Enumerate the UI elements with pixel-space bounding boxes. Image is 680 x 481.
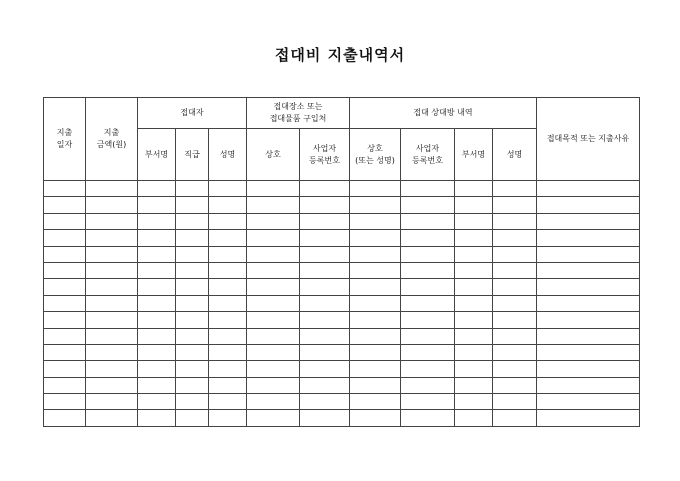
venue-registration-cell — [300, 246, 350, 262]
host-name-cell — [209, 181, 247, 197]
guest-registration-cell — [401, 246, 455, 262]
venue-business-name-cell — [247, 279, 300, 295]
host-name-cell — [209, 328, 247, 344]
header-guest-business-name — [350, 129, 401, 181]
guest-name-cell — [493, 295, 537, 311]
host-name-cell — [209, 312, 247, 328]
guest-name-cell — [493, 230, 537, 246]
purpose-cell — [537, 394, 640, 410]
venue-registration-cell — [300, 410, 350, 426]
guest-name-cell — [493, 246, 537, 262]
venue-business-name-cell — [247, 394, 300, 410]
guest-name-cell — [493, 312, 537, 328]
header-guest-name: 성명 — [493, 129, 537, 181]
guest-registration-cell — [401, 394, 455, 410]
expense-amount-cell — [86, 246, 138, 262]
host-name-cell — [209, 230, 247, 246]
expense-date-cell — [44, 410, 86, 426]
guest-registration-cell — [401, 377, 455, 393]
page-title: 접대비 지출내역서 — [274, 46, 406, 64]
header-venue-group-line-1: 접대장소 또는 — [273, 102, 323, 111]
expense-date-cell — [44, 197, 86, 213]
venue-business-name-cell — [247, 295, 300, 311]
header-guest-business-name-line-2: (또는 성명) — [355, 155, 395, 165]
host-name-cell — [209, 344, 247, 360]
venue-registration-cell — [300, 361, 350, 377]
expense-date-cell — [44, 377, 86, 393]
purpose-cell — [537, 377, 640, 393]
host-department-cell — [138, 394, 176, 410]
venue-registration-cell — [300, 262, 350, 278]
expense-date-cell — [44, 328, 86, 344]
venue-business-name-cell — [247, 361, 300, 377]
expense-amount-cell — [86, 213, 138, 229]
guest-business-name-cell — [350, 344, 401, 360]
expense-date-cell — [44, 181, 86, 197]
host-department-cell — [138, 197, 176, 213]
purpose-cell — [537, 181, 640, 197]
guest-name-cell — [493, 394, 537, 410]
guest-department-cell — [455, 312, 493, 328]
host-position-cell — [176, 213, 209, 229]
host-position-cell — [176, 181, 209, 197]
purpose-cell — [537, 410, 640, 426]
host-department-cell — [138, 279, 176, 295]
guest-department-cell — [455, 295, 493, 311]
guest-department-cell — [455, 246, 493, 262]
venue-registration-cell — [300, 328, 350, 344]
guest-business-name-cell — [350, 262, 401, 278]
guest-business-name-cell — [350, 181, 401, 197]
expense-amount-cell — [86, 410, 138, 426]
host-name-cell — [209, 377, 247, 393]
expense-date-cell — [44, 361, 86, 377]
host-position-cell — [176, 262, 209, 278]
expense-amount-cell — [86, 377, 138, 393]
guest-business-name-cell — [350, 213, 401, 229]
guest-business-name-cell — [350, 410, 401, 426]
host-department-cell — [138, 312, 176, 328]
guest-department-cell — [455, 279, 493, 295]
venue-registration-cell — [300, 394, 350, 410]
guest-business-name-cell — [350, 394, 401, 410]
guest-name-cell — [493, 361, 537, 377]
expense-amount-cell — [86, 344, 138, 360]
header-guest-registration-line-2: 등록번호 — [412, 155, 443, 165]
guest-department-cell — [455, 262, 493, 278]
header-guest-department: 부서명 — [455, 129, 493, 181]
table-row — [44, 246, 640, 262]
venue-registration-cell — [300, 377, 350, 393]
guest-business-name-cell — [350, 361, 401, 377]
host-department-cell — [138, 213, 176, 229]
guest-department-cell — [455, 377, 493, 393]
expense-amount-cell — [86, 328, 138, 344]
venue-registration-cell — [300, 197, 350, 213]
purpose-cell — [537, 197, 640, 213]
host-position-cell — [176, 328, 209, 344]
table-row — [44, 181, 640, 197]
expense-ledger-table — [43, 97, 640, 427]
venue-business-name-cell — [247, 312, 300, 328]
venue-business-name-cell — [247, 328, 300, 344]
host-department-cell — [138, 181, 176, 197]
guest-department-cell — [455, 230, 493, 246]
host-name-cell — [209, 410, 247, 426]
guest-department-cell — [455, 213, 493, 229]
header-expense-date-line-1: 지출 — [56, 128, 73, 137]
guest-business-name-cell — [350, 295, 401, 311]
venue-business-name-cell — [247, 197, 300, 213]
header-guest-group: 접대 상대방 내역 — [350, 98, 537, 129]
header-row-top — [44, 98, 640, 129]
guest-registration-cell — [401, 410, 455, 426]
venue-registration-cell — [300, 213, 350, 229]
expense-amount-cell — [86, 295, 138, 311]
expense-date-cell — [44, 279, 86, 295]
expense-date-cell — [44, 312, 86, 328]
guest-department-cell — [455, 181, 493, 197]
header-host-group: 접대자 — [138, 98, 247, 129]
header-venue-group — [247, 98, 350, 129]
guest-department-cell — [455, 328, 493, 344]
expense-amount-cell — [86, 361, 138, 377]
host-name-cell — [209, 246, 247, 262]
purpose-cell — [537, 213, 640, 229]
guest-name-cell — [493, 377, 537, 393]
host-department-cell — [138, 262, 176, 278]
purpose-cell — [537, 279, 640, 295]
host-position-cell — [176, 197, 209, 213]
host-department-cell — [138, 328, 176, 344]
header-guest-registration-line-1: 사업자 — [415, 143, 440, 153]
guest-business-name-cell — [350, 197, 401, 213]
expense-amount-cell — [86, 197, 138, 213]
guest-department-cell — [455, 197, 493, 213]
guest-registration-cell — [401, 295, 455, 311]
host-department-cell — [138, 295, 176, 311]
host-name-cell — [209, 213, 247, 229]
guest-business-name-cell — [350, 328, 401, 344]
host-position-cell — [176, 312, 209, 328]
expense-date-cell — [44, 246, 86, 262]
table-row — [44, 394, 640, 410]
host-position-cell — [176, 279, 209, 295]
expense-amount-cell — [86, 230, 138, 246]
host-position-cell — [176, 344, 209, 360]
guest-name-cell — [493, 181, 537, 197]
host-position-cell — [176, 361, 209, 377]
header-expense-date — [44, 98, 86, 181]
guest-department-cell — [455, 344, 493, 360]
host-position-cell — [176, 230, 209, 246]
host-name-cell — [209, 279, 247, 295]
host-name-cell — [209, 394, 247, 410]
guest-registration-cell — [401, 230, 455, 246]
expense-amount-cell — [86, 279, 138, 295]
host-department-cell — [138, 410, 176, 426]
table-row — [44, 279, 640, 295]
host-position-cell — [176, 394, 209, 410]
table-row — [44, 361, 640, 377]
purpose-cell — [537, 361, 640, 377]
expense-date-cell — [44, 262, 86, 278]
venue-business-name-cell — [247, 230, 300, 246]
venue-business-name-cell — [247, 377, 300, 393]
guest-business-name-cell — [350, 279, 401, 295]
table-row — [44, 262, 640, 278]
host-department-cell — [138, 377, 176, 393]
table-row — [44, 213, 640, 229]
venue-registration-cell — [300, 279, 350, 295]
table-row — [44, 312, 640, 328]
expense-date-cell — [44, 213, 86, 229]
purpose-cell — [537, 246, 640, 262]
host-department-cell — [138, 361, 176, 377]
header-host-department: 부서명 — [138, 129, 176, 181]
table-row — [44, 377, 640, 393]
guest-registration-cell — [401, 213, 455, 229]
host-position-cell — [176, 295, 209, 311]
venue-registration-cell — [300, 312, 350, 328]
guest-name-cell — [493, 213, 537, 229]
guest-name-cell — [493, 279, 537, 295]
guest-department-cell — [455, 361, 493, 377]
purpose-cell — [537, 230, 640, 246]
venue-business-name-cell — [247, 344, 300, 360]
header-expense-amount-line-1: 지출 — [103, 128, 120, 137]
guest-registration-cell — [401, 181, 455, 197]
table-row — [44, 344, 640, 360]
host-position-cell — [176, 246, 209, 262]
guest-registration-cell — [401, 312, 455, 328]
header-venue-business-name: 상호 — [247, 129, 300, 181]
purpose-cell — [537, 328, 640, 344]
venue-business-name-cell — [247, 410, 300, 426]
header-host-name: 성명 — [209, 129, 247, 181]
guest-name-cell — [493, 328, 537, 344]
venue-business-name-cell — [247, 181, 300, 197]
host-department-cell — [138, 246, 176, 262]
host-department-cell — [138, 230, 176, 246]
guest-registration-cell — [401, 328, 455, 344]
guest-name-cell — [493, 197, 537, 213]
guest-registration-cell — [401, 262, 455, 278]
host-name-cell — [209, 295, 247, 311]
purpose-cell — [537, 262, 640, 278]
venue-registration-cell — [300, 344, 350, 360]
guest-department-cell — [455, 394, 493, 410]
purpose-cell — [537, 344, 640, 360]
header-guest-registration — [401, 129, 455, 181]
expense-date-cell — [44, 230, 86, 246]
table-row — [44, 328, 640, 344]
host-position-cell — [176, 377, 209, 393]
guest-business-name-cell — [350, 312, 401, 328]
guest-department-cell — [455, 410, 493, 426]
guest-registration-cell — [401, 361, 455, 377]
expense-amount-cell — [86, 394, 138, 410]
guest-name-cell — [493, 410, 537, 426]
expense-date-cell — [44, 394, 86, 410]
header-venue-group-line-2: 접대물품 구입처 — [269, 114, 327, 123]
guest-registration-cell — [401, 197, 455, 213]
header-expense-date-line-2: 일자 — [56, 140, 73, 149]
host-name-cell — [209, 262, 247, 278]
table-row — [44, 197, 640, 213]
guest-business-name-cell — [350, 246, 401, 262]
header-expense-amount — [86, 98, 138, 181]
header-venue-registration-line-1: 사업자 — [312, 143, 337, 153]
expense-amount-cell — [86, 262, 138, 278]
host-name-cell — [209, 197, 247, 213]
expense-amount-cell — [86, 181, 138, 197]
venue-business-name-cell — [247, 213, 300, 229]
header-venue-registration-line-2: 등록번호 — [309, 155, 340, 165]
host-name-cell — [209, 361, 247, 377]
header-venue-registration — [300, 129, 350, 181]
table-row — [44, 410, 640, 426]
venue-registration-cell — [300, 181, 350, 197]
guest-name-cell — [493, 262, 537, 278]
host-department-cell — [138, 344, 176, 360]
expense-date-cell — [44, 295, 86, 311]
guest-registration-cell — [401, 279, 455, 295]
host-position-cell — [176, 410, 209, 426]
venue-business-name-cell — [247, 262, 300, 278]
guest-business-name-cell — [350, 230, 401, 246]
venue-registration-cell — [300, 295, 350, 311]
guest-registration-cell — [401, 344, 455, 360]
expense-date-cell — [44, 344, 86, 360]
purpose-cell — [537, 295, 640, 311]
guest-business-name-cell — [350, 377, 401, 393]
header-expense-amount-line-2: 금액(원) — [96, 140, 127, 149]
table-row — [44, 295, 640, 311]
table-row — [44, 230, 640, 246]
header-purpose: 접대목적 또는 지출사유 — [537, 98, 640, 181]
guest-name-cell — [493, 344, 537, 360]
venue-business-name-cell — [247, 246, 300, 262]
header-guest-business-name-line-1: 상호 — [367, 143, 383, 153]
venue-registration-cell — [300, 230, 350, 246]
purpose-cell — [537, 312, 640, 328]
header-host-position: 직급 — [176, 129, 209, 181]
expense-amount-cell — [86, 312, 138, 328]
